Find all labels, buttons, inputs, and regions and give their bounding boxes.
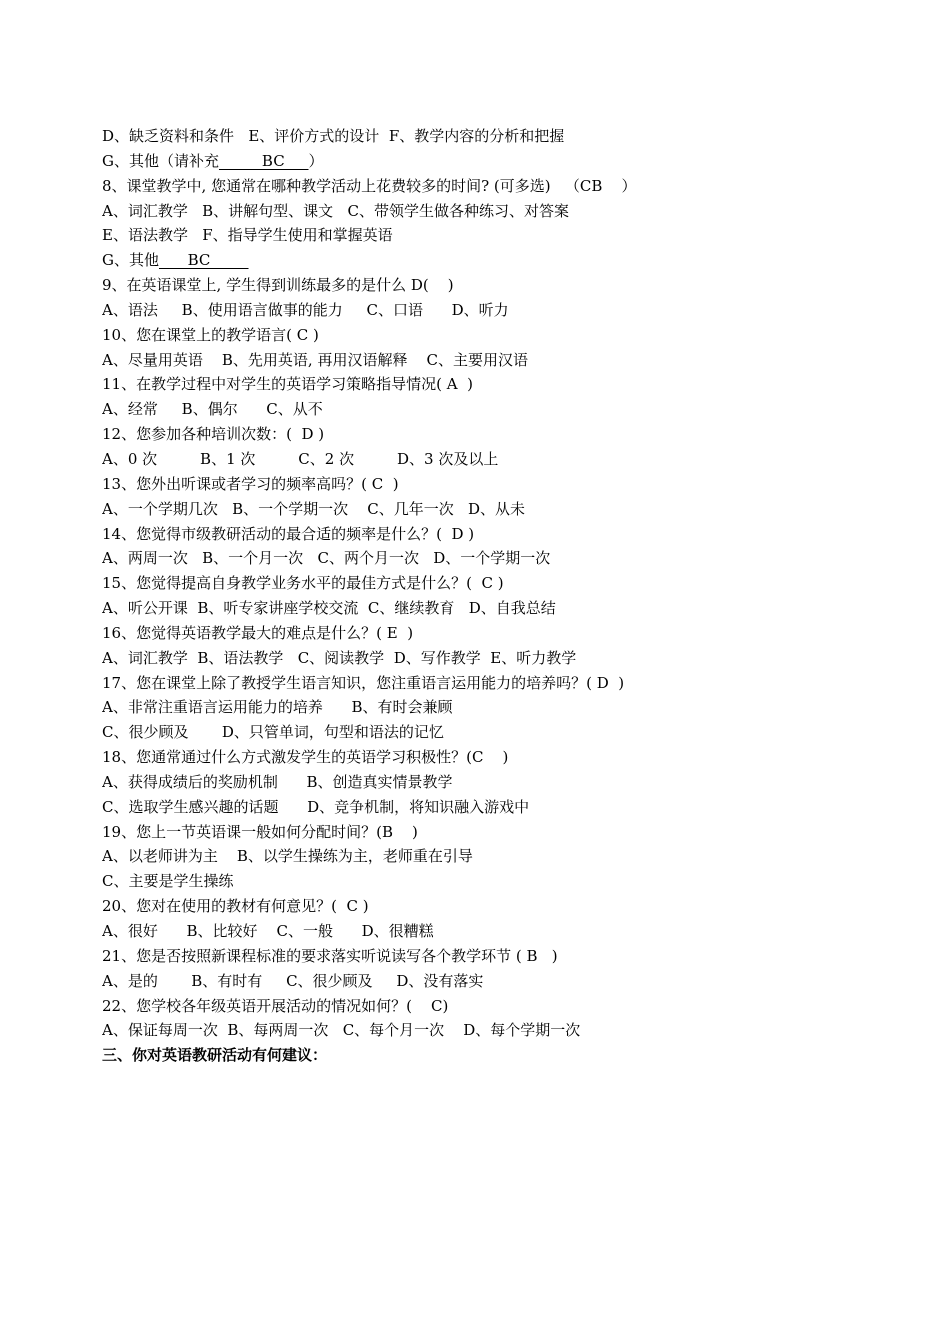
option-line: A、词汇教学 B、语法教学 C、阅读教学 D、写作教学 E、听力教学 [102, 648, 577, 667]
other-suffix: ） [308, 151, 324, 170]
question-line: 19、您上一节英语课一般如何分配时间？(B ) [102, 822, 418, 841]
questionnaire-body [102, 124, 902, 1068]
option-line: A、语法 B、使用语言做事的能力 C、口语 D、听力 [102, 300, 509, 319]
option-line: D、缺乏资料和条件 E、评价方式的设计 F、教学内容的分析和把握 [102, 127, 565, 145]
option-line: A、听公开课 B、听专家讲座学校交流 C、继续教育 D、自我总结 [102, 599, 556, 618]
option-line: A、保证每周一次 B、每两周一次 C、每个月一次 D、每个学期一次 [102, 1021, 581, 1040]
option-line: A、一个学期几次 B、一个学期一次 C、几年一次 D、从未 [102, 499, 526, 518]
other-prefix: G、其他 [102, 251, 159, 270]
option-line: A、很好 B、比较好 C、一般 D、很糟糕 [102, 922, 434, 940]
other-line [102, 248, 902, 273]
option-line: C、主要是学生操练 [102, 872, 234, 891]
option-line: A、非常注重语言运用能力的培养 B、有时会兼顾 [102, 698, 453, 717]
section-heading: 三、你对英语教研活动有何建议： [102, 1046, 328, 1065]
option-line: E、语法教学 F、指导学生使用和掌握英语 [102, 226, 393, 245]
other-answer: BC [158, 251, 249, 270]
option-line: A、两周一次 B、一个月一次 C、两个月一次 D、一个学期一次 [102, 549, 551, 568]
option-line: A、0 次 B、1 次 C、2 次 D、3 次及以上 [102, 449, 499, 468]
option-line: A、获得成绩后的奖励机制 B、创造真实情景教学 [102, 772, 453, 791]
question-line: 12、您参加各种培训次数：( D ) [102, 425, 325, 444]
other-prefix: G、其他（请补充 [102, 151, 219, 170]
question-line: 16、您觉得英语教学最大的难点是什么？( E ) [102, 623, 414, 642]
option-line: C、很少顾及 D、只管单词，句型和语法的记忆 [102, 723, 444, 742]
question-line: 20、您对在使用的教材有何意见？( C ) [102, 897, 369, 916]
option-line: A、以老师讲为主 B、以学生操练为主，老师重在引导 [102, 847, 473, 866]
question-line: 8、课堂教学中, 您通常在哪种教学活动上花费较多的时间? (可多选) （CB ） [102, 176, 637, 195]
option-line: A、是的 B、有时有 C、很少顾及 D、没有落实 [102, 971, 484, 990]
question-line: 22、您学校各年级英语开展活动的情况如何？( C) [102, 996, 449, 1015]
option-line: C、选取学生感兴趣的话题 D、竞争机制，将知识融入游戏中 [102, 797, 530, 816]
question-line: 17、您在课堂上除了教授学生语言知识，您注重语言运用能力的培养吗？( D ) [102, 673, 625, 692]
question-line: 13、您外出听课或者学习的频率高吗？( C ) [102, 474, 399, 493]
question-line: 11、在教学过程中对学生的英语学习策略指导情况( A ) [102, 375, 473, 394]
question-line: 10、您在课堂上的教学语言( C ) [102, 325, 319, 344]
option-line: A、尽量用英语 B、先用英语, 再用汉语解释 C、主要用汉语 [102, 350, 529, 369]
question-line: 15、您觉得提高自身教学业务水平的最佳方式是什么？( C ) [102, 574, 504, 593]
question-line: 18、您通常通过什么方式激发学生的英语学习积极性？(C ) [102, 748, 509, 767]
question-line: 21、您是否按照新课程标准的要求落实听说读写各个教学环节 ( B ) [102, 946, 558, 965]
option-line: A、经常 B、偶尔 C、从不 [102, 400, 323, 419]
question-line: 9、在英语课堂上, 学生得到训练最多的是什么 D( ) [102, 276, 454, 295]
question-line: 14、您觉得市级教研活动的最合适的频率是什么？( D ) [102, 524, 475, 543]
other-answer: BC [218, 151, 309, 170]
other-line-supplement [102, 149, 902, 174]
option-line: A、词汇教学 B、讲解句型、课文 C、带领学生做各种练习、对答案 [102, 201, 569, 220]
